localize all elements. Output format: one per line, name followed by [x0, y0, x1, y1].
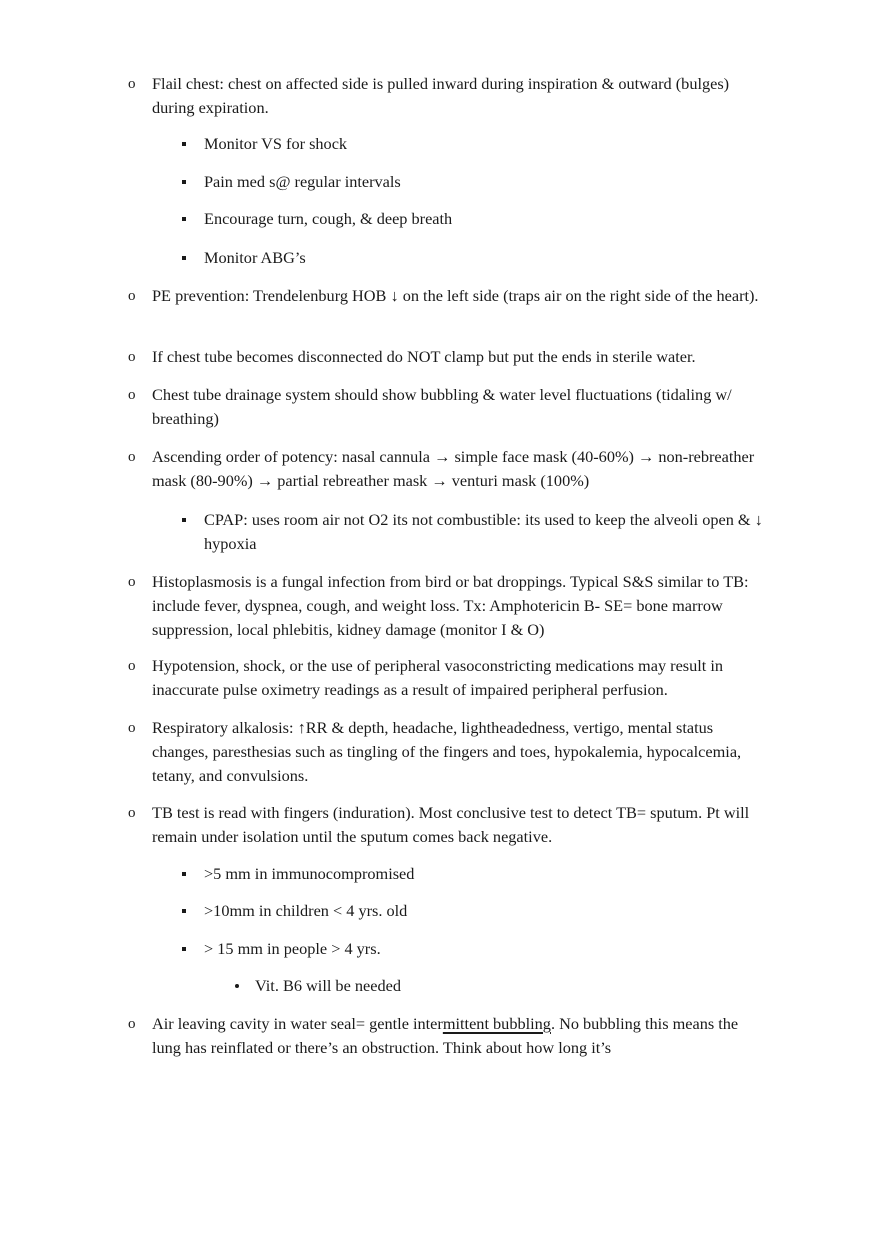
item-text: >10mm in children < 4 yrs. old — [204, 901, 408, 920]
bullet-marker: o — [128, 387, 136, 403]
list-item — [255, 974, 755, 998]
item-text: > 15 mm in people > 4 yrs. — [204, 939, 381, 958]
item-text: Flail chest: chest on affected side is pulled inward during inspiration & outward (bulges) during expiration. — [152, 74, 730, 117]
bullet-marker — [182, 518, 186, 522]
list-item — [128, 72, 764, 120]
bullet-marker: o — [128, 805, 136, 821]
bullet-marker: o — [128, 288, 136, 304]
bullet-marker — [182, 872, 186, 876]
item-text: CPAP: uses room air not O2 its not combustible: its used to keep the alveoli open & ↓ hypoxia — [204, 510, 763, 553]
item-text: Hypotension, shock, or the use of peripheral vasoconstricting medications may result in inaccurate pulse oximetry readings as a result of impaired peripheral perfusion. — [152, 656, 724, 699]
list-item — [204, 899, 764, 923]
list-item — [204, 508, 764, 556]
list-item — [204, 132, 764, 156]
list-item — [128, 383, 764, 431]
list-item — [128, 284, 764, 308]
item-text: Respiratory alkalosis: ↑RR & depth, headache, lightheadedness, vertigo, mental status changes, paresthesias such as tingling of the fingers and toes, hypokalemia, hypocalcemia, tetany, and convulsions. — [152, 718, 742, 785]
list-item — [204, 207, 764, 231]
list-item — [128, 345, 764, 369]
list-item — [128, 801, 764, 849]
list-item — [204, 170, 764, 194]
list-item — [204, 246, 764, 270]
item-text: Monitor ABG’s — [204, 248, 306, 267]
bullet-marker — [182, 217, 186, 221]
list-item — [128, 1012, 764, 1060]
item-text: Chest tube drainage system should show bubbling & water level fluctuations (tidaling w/ breathing) — [152, 385, 732, 428]
item-text: >5 mm in immunocompromised — [204, 864, 415, 883]
bullet-marker — [182, 947, 186, 951]
item-text: TB test is read with fingers (induration). Most conclusive test to detect TB= sputum. Pt will remain under isolation until the sputum comes back negative. — [152, 803, 750, 846]
item-text: Vit. B6 will be needed — [255, 976, 401, 995]
item-text: Ascending order of potency: nasal cannula → simple face mask (40-60%) → non-rebreather mask (80-90%) → partial rebreather mask → venturi mask (100%) — [152, 447, 755, 490]
bullet-marker — [182, 256, 186, 260]
bullet-marker — [235, 984, 239, 988]
bullet-marker — [182, 142, 186, 146]
bullet-marker — [182, 180, 186, 184]
item-text-end: . No bubbling this means the lung has reinflated or there’s an obstruction. Think about how long it’s — [152, 1014, 739, 1057]
item-text-start: Air leaving cavity in water seal= gentle inter — [152, 1014, 443, 1033]
item-text: Encourage turn, cough, & deep breath — [204, 209, 453, 228]
item-text: If chest tube becomes disconnected do NOT clamp but put the ends in sterile water. — [152, 347, 696, 366]
bullet-marker: o — [128, 720, 136, 736]
bullet-marker: o — [128, 658, 136, 674]
item-text: Pain med s@ regular intervals — [204, 172, 401, 191]
item-text: PE prevention: Trendelenburg HOB ↓ on the left side (traps air on the right side of the heart). — [152, 286, 759, 305]
item-text: Histoplasmosis is a fungal infection from bird or bat droppings. Typical S&S similar to TB: include fever, dyspnea, cough, and weight loss. Tx: Amphotericin B- SE= bone marrow suppression, local phlebitis, kidney damage (monitor I & O) — [152, 572, 749, 639]
list-item — [128, 570, 764, 642]
list-item — [204, 862, 764, 886]
bullet-marker: o — [128, 1016, 136, 1032]
list-item — [128, 445, 764, 493]
bullet-marker: o — [128, 574, 136, 590]
list-item — [128, 654, 764, 702]
bullet-marker — [182, 909, 186, 913]
item-text-underlined: mittent bubbling — [442, 1014, 551, 1033]
bullet-marker: o — [128, 449, 136, 465]
bullet-marker: o — [128, 76, 136, 92]
list-item — [204, 937, 764, 961]
bullet-marker: o — [128, 349, 136, 365]
item-text: Monitor VS for shock — [204, 134, 348, 153]
list-item — [128, 716, 764, 788]
